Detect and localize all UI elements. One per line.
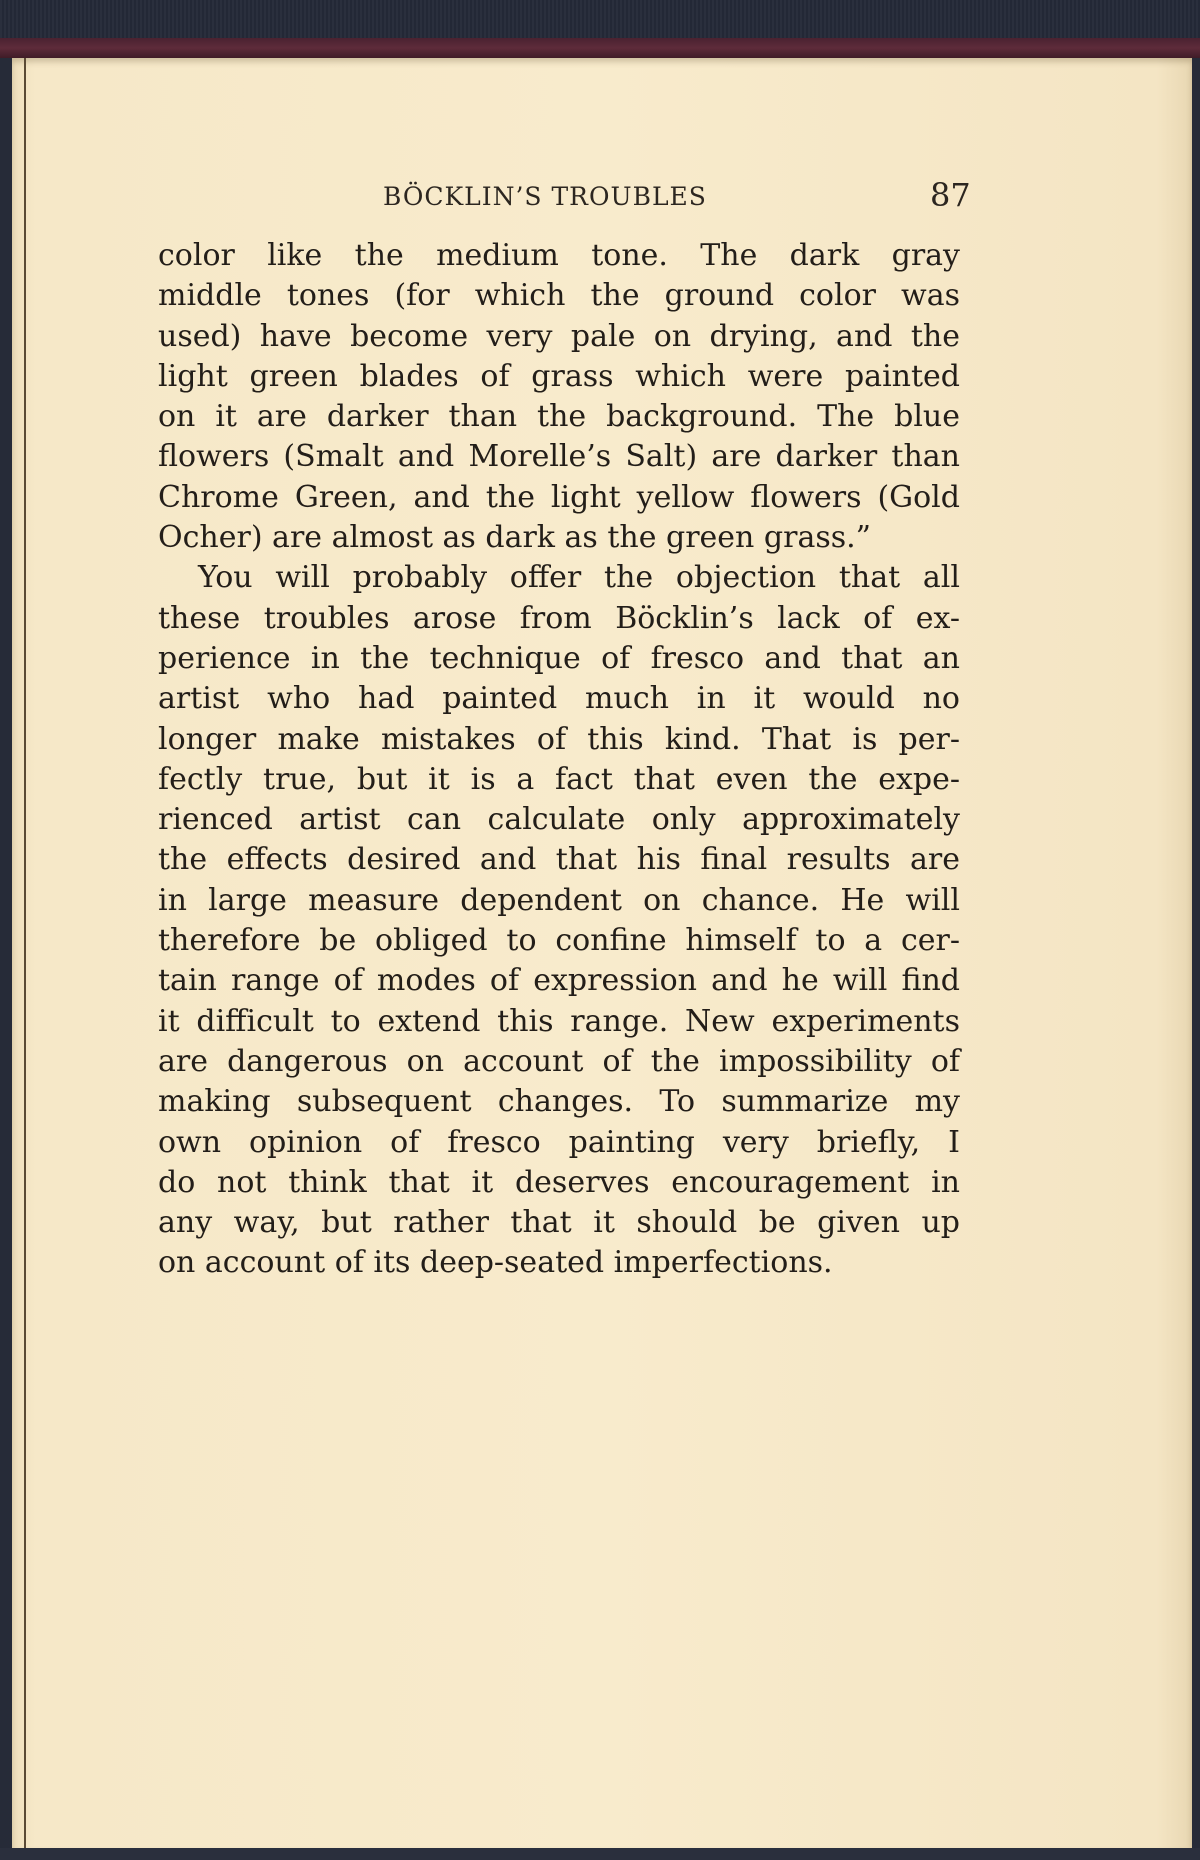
- text-line: own opinion of fresco painting very briefly, I: [158, 1124, 960, 1160]
- text-line: do not think that it deserves encouragement in: [158, 1164, 960, 1200]
- book-headband: [0, 38, 1200, 58]
- text-line: artist who had painted much in it would no: [158, 681, 960, 717]
- text-line: rienced artist can calculate only approximately: [158, 802, 960, 838]
- text-line: light green blades of grass which were painted: [158, 358, 960, 394]
- text-line: on account of its deep-seated imperfections.: [158, 1245, 833, 1281]
- text-line: Ocher) are almost as dark as the green grass.”: [158, 520, 871, 556]
- text-line: these troubles arose from Böcklin’s lack of ex-: [158, 600, 960, 636]
- running-title: BÖCKLIN’S TROUBLES: [383, 182, 707, 211]
- book-cover-cloth: [0, 0, 1200, 40]
- text-line: therefore be obliged to confine himself to a cer-: [158, 923, 960, 959]
- text-line: making subsequent changes. To summarize my: [158, 1084, 960, 1120]
- text-line: longer make mistakes of this kind. That is per-: [158, 721, 960, 757]
- text-line: any way, but rather that it should be given up: [158, 1205, 960, 1241]
- body-text: [158, 236, 960, 1284]
- text-line: in large measure dependent on chance. He will: [158, 882, 960, 918]
- text-line: fectly true, but it is a fact that even the expe-: [158, 761, 960, 797]
- page-header: [0, 176, 1200, 216]
- text-line: perience in the technique of fresco and that an: [158, 640, 960, 676]
- text-line: used) have become very pale on drying, and the: [158, 318, 960, 354]
- text-line: middle tones (for which the ground color was: [158, 278, 960, 314]
- book-cover-bottom: [0, 1848, 1200, 1860]
- text-line: flowers (Smalt and Morelle’s Salt) are darker than: [158, 439, 960, 475]
- text-line: the effects desired and that his final results are: [158, 842, 960, 878]
- text-line: are dangerous on account of the impossibility of: [158, 1043, 960, 1079]
- text-line: Chrome Green, and the light yellow flowers (Gold: [158, 479, 960, 515]
- text-line: it difficult to extend this range. New experiments: [158, 1003, 960, 1039]
- page-number: 87: [930, 176, 971, 214]
- page-edge: [24, 58, 26, 1848]
- text-line: color like the medium tone. The dark gray: [158, 238, 960, 273]
- text-line: on it are darker than the background. The blue: [158, 399, 960, 435]
- paragraph-start-line: You will probably offer the objection that all: [198, 560, 960, 596]
- text-line: tain range of modes of expression and he will find: [158, 963, 960, 999]
